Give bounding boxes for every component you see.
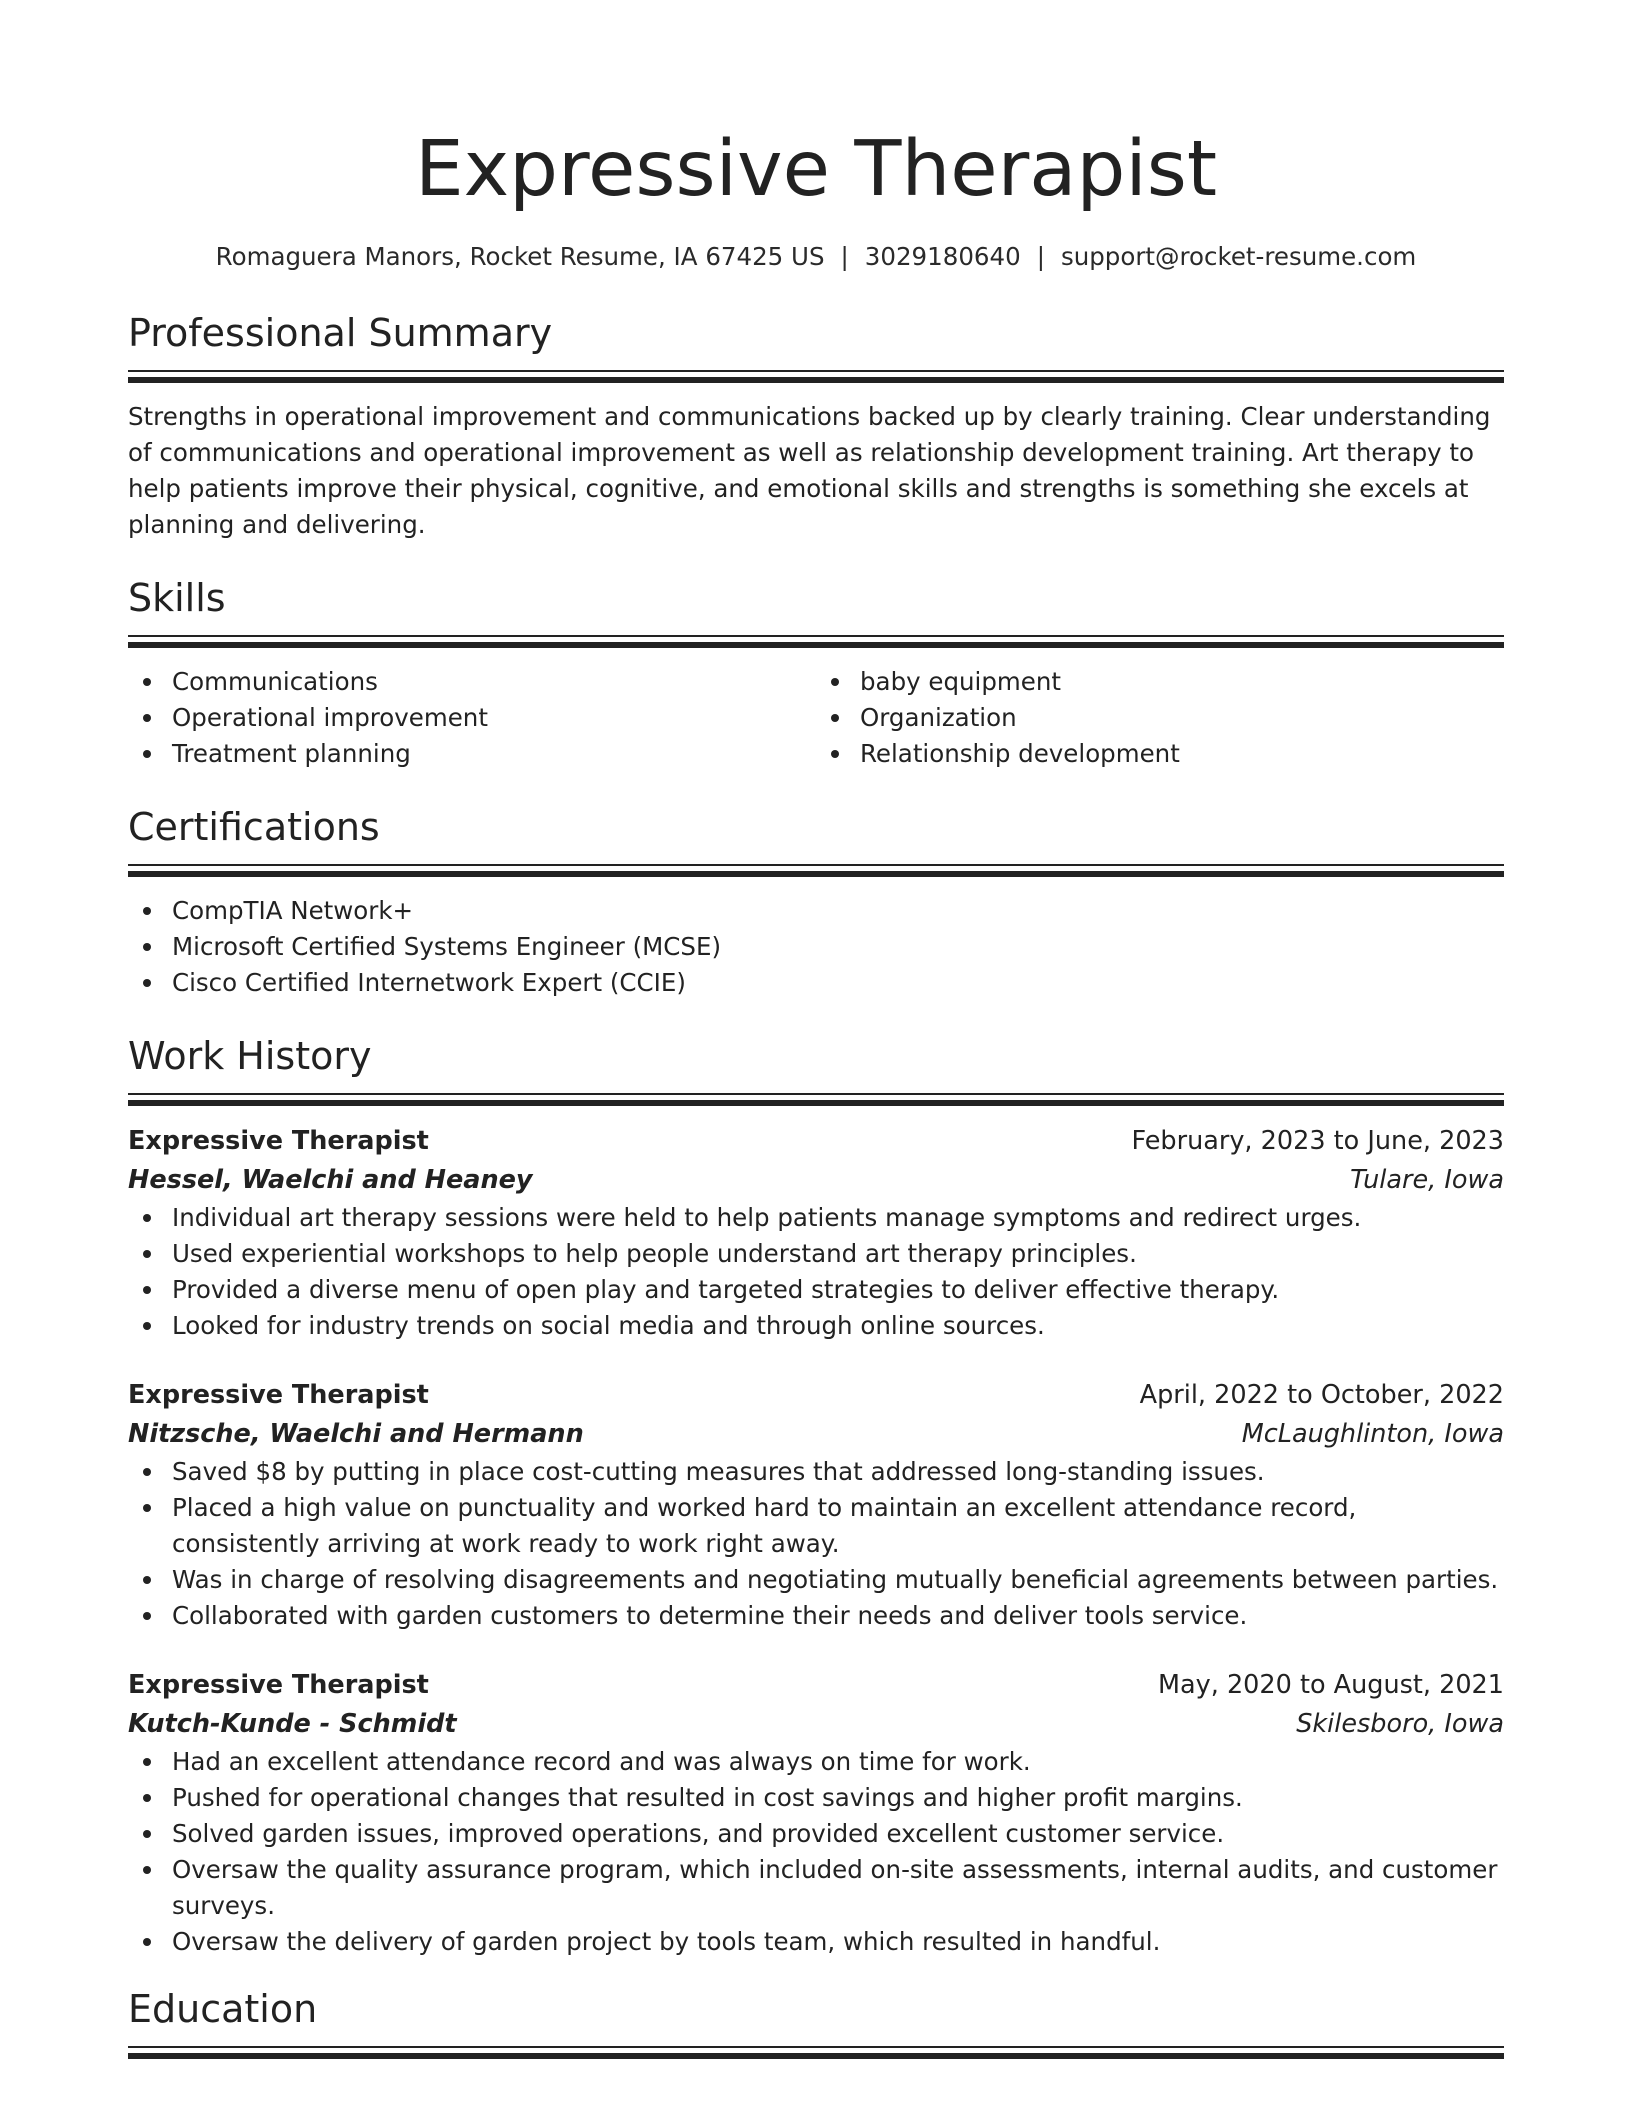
section-title-skills: Skills bbox=[128, 576, 226, 620]
job-bullet: Individual art therapy sessions were held to help patients manage symptoms and redirect urges. bbox=[172, 1200, 1504, 1236]
job-bullet: Solved garden issues, improved operations, and provided excellent customer service. bbox=[172, 1816, 1504, 1852]
skills-list-right bbox=[816, 664, 1504, 772]
job-bullet: Used experiential workshops to help people understand art therapy principles. bbox=[172, 1236, 1504, 1272]
job-title: Expressive Therapist bbox=[128, 1126, 429, 1156]
job-subheader bbox=[128, 1705, 1504, 1744]
contact-separator: | bbox=[1036, 242, 1045, 271]
resume-name: Expressive Therapist bbox=[414, 125, 1218, 214]
summary-body bbox=[128, 399, 1504, 543]
job-entry bbox=[128, 1376, 1504, 1634]
certifications-list bbox=[128, 893, 1504, 1001]
skill-item: Operational improvement bbox=[172, 700, 816, 736]
job-dates: February, 2023 to June, 2023 bbox=[1131, 1126, 1504, 1156]
skill-item: Communications bbox=[172, 664, 816, 700]
skill-item: Organization bbox=[860, 700, 1504, 736]
job-bullet: Collaborated with garden customers to determine their needs and deliver tools service. bbox=[172, 1598, 1504, 1634]
section-divider bbox=[128, 864, 1504, 877]
job-bullets bbox=[128, 1454, 1504, 1634]
job-header bbox=[128, 1666, 1504, 1705]
section-divider bbox=[128, 370, 1504, 383]
job-subheader bbox=[128, 1415, 1504, 1454]
job-bullet: Saved $8 by putting in place cost-cutting measures that addressed long-standing issues. bbox=[172, 1454, 1504, 1490]
skill-item: Treatment planning bbox=[172, 736, 816, 772]
education-section bbox=[128, 1984, 1504, 2059]
section-title-summary: Professional Summary bbox=[128, 311, 553, 355]
skill-item: Relationship development bbox=[860, 736, 1504, 772]
job-bullet: Looked for industry trends on social media and through online sources. bbox=[172, 1308, 1504, 1344]
skill-item: baby equipment bbox=[860, 664, 1504, 700]
job-dates: May, 2020 to August, 2021 bbox=[1158, 1670, 1504, 1700]
job-bullets bbox=[128, 1200, 1504, 1344]
job-header bbox=[128, 1122, 1504, 1161]
contact-email[interactable]: support@rocket-resume.com bbox=[1060, 242, 1417, 271]
certification-item: CompTIA Network+ bbox=[172, 893, 1504, 929]
job-header bbox=[128, 1376, 1504, 1415]
job-bullet: Placed a high value on punctuality and worked hard to maintain an excellent attendance record, consistently arriving at work ready to work right away. bbox=[172, 1490, 1504, 1562]
job-company: Kutch-Kunde - Schmidt bbox=[128, 1709, 457, 1739]
job-subheader bbox=[128, 1161, 1504, 1200]
skills-grid bbox=[128, 664, 1504, 772]
job-company: Nitzsche, Waelchi and Hermann bbox=[128, 1419, 584, 1449]
contact-separator: | bbox=[840, 242, 849, 271]
section-divider bbox=[128, 1093, 1504, 1106]
job-bullet: Pushed for operational changes that resulted in cost savings and higher profit margins. bbox=[172, 1780, 1504, 1816]
section-title-certifications: Certifications bbox=[128, 805, 380, 849]
skills-section bbox=[128, 573, 1504, 772]
certification-item: Microsoft Certified Systems Engineer (MCSE) bbox=[172, 929, 1504, 965]
certifications-section bbox=[128, 802, 1504, 1001]
job-title: Expressive Therapist bbox=[128, 1670, 429, 1700]
skills-column-right bbox=[816, 664, 1504, 772]
skills-column-left bbox=[128, 664, 816, 772]
certifications-body bbox=[128, 893, 1504, 1001]
job-bullet: Oversaw the delivery of garden project by tools team, which resulted in handful. bbox=[172, 1924, 1504, 1960]
contact-line bbox=[128, 240, 1504, 274]
section-title-education: Education bbox=[128, 1987, 318, 2031]
summary-section bbox=[128, 308, 1504, 543]
job-bullets bbox=[128, 1744, 1504, 1960]
contact-address: Romaguera Manors, Rocket Resume, IA 67425 US bbox=[215, 242, 825, 271]
section-divider bbox=[128, 2046, 1504, 2059]
job-bullet: Provided a diverse menu of open play and targeted strategies to deliver effective therapy. bbox=[172, 1272, 1504, 1308]
job-dates: April, 2022 to October, 2022 bbox=[1139, 1380, 1504, 1410]
contact-phone: 3029180640 bbox=[864, 242, 1021, 271]
job-bullet: Had an excellent attendance record and was always on time for work. bbox=[172, 1744, 1504, 1780]
section-divider bbox=[128, 635, 1504, 648]
job-title: Expressive Therapist bbox=[128, 1380, 429, 1410]
job-company: Hessel, Waelchi and Heaney bbox=[128, 1165, 533, 1195]
job-location: McLaughlinton, Iowa bbox=[1241, 1419, 1504, 1449]
section-title-work-history: Work History bbox=[128, 1034, 372, 1078]
job-location: Skilesboro, Iowa bbox=[1296, 1709, 1504, 1739]
summary-text: Strengths in operational improvement and communications backed up by clearly training. Clear understanding of communications and operational improvement as well as relationship development training. Art therapy to help patients improve their physical, cognitive, and emotional skills and strengths is something she excels at planning and delivering. bbox=[128, 402, 1491, 539]
job-location: Tulare, Iowa bbox=[1350, 1165, 1504, 1195]
job-bullet: Was in charge of resolving disagreements and negotiating mutually beneficial agreements between parties. bbox=[172, 1562, 1504, 1598]
certification-item: Cisco Certified Internetwork Expert (CCIE) bbox=[172, 965, 1504, 1001]
work-history-body bbox=[128, 1122, 1504, 1960]
job-entry bbox=[128, 1122, 1504, 1344]
job-bullet: Oversaw the quality assurance program, which included on-site assessments, internal audits, and customer surveys. bbox=[172, 1852, 1504, 1924]
job-entry bbox=[128, 1666, 1504, 1960]
skills-list-left bbox=[128, 664, 816, 772]
work-history-section bbox=[128, 1031, 1504, 1960]
